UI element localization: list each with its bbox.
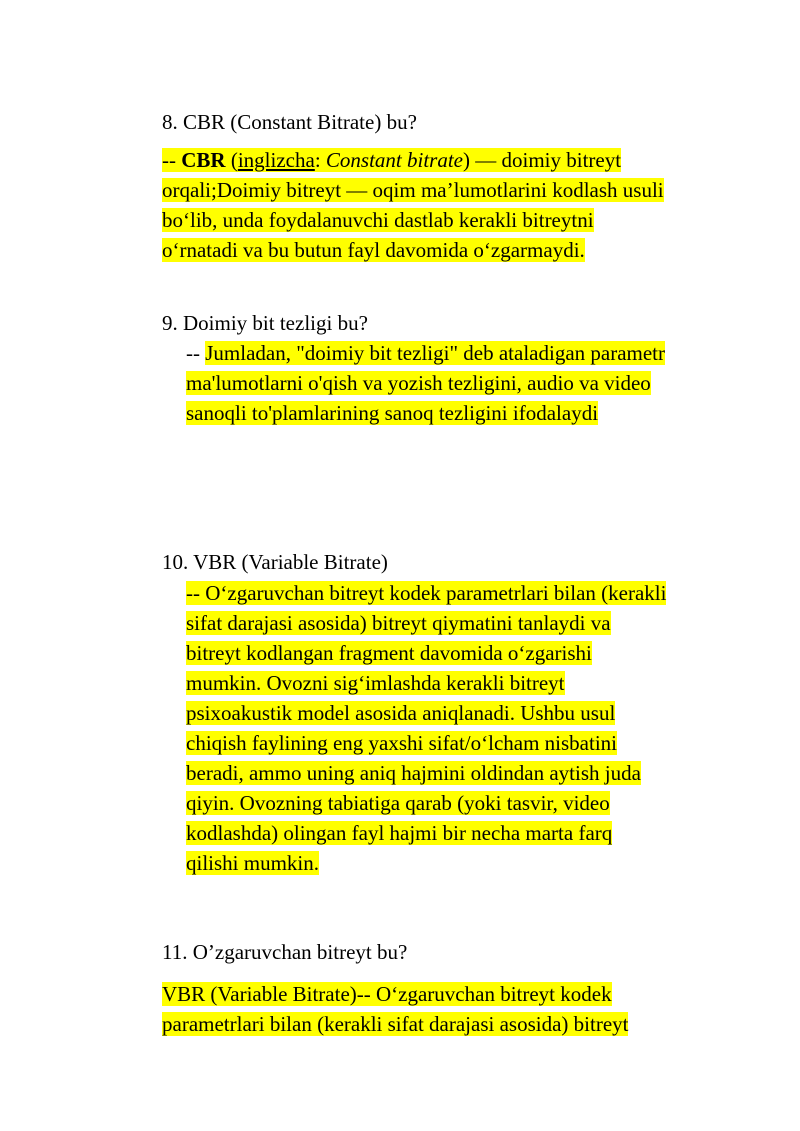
q8-paren-open: ( [225,148,238,172]
q8-answer-rest: ) — doimiy bitreyt [463,148,622,172]
q9-answer-line-3 [186,398,598,428]
q8-answer-line-3 [162,205,594,235]
q11-answer-line-2 [162,1009,628,1039]
q11-answer-text: VBR (Variable Bitrate)-- O‘zgaruvchan bitreyt kodek [162,982,612,1006]
q9-answer-text: Jumladan, "doimiy bit tezligi" deb ataladigan parametr [205,341,666,365]
q8-colon: : [314,148,326,172]
q11-answer-text: parametrlari bilan (kerakli sifat darajasi asosida) bitreyt [162,1012,629,1036]
q8-title: 8. CBR (Constant Bitrate) bu? [162,110,417,134]
q8-answer-line-1 [162,145,621,175]
q11-title: 11. O’zgaruvchan bitreyt bu? [162,940,408,964]
q10-answer-line-8 [186,788,610,818]
q10-answer-text: qilishi mumkin. [186,851,320,875]
q10-answer-text: bitreyt kodlangan fragment davomida o‘zgarishi [186,641,592,665]
q10-answer-line-10 [186,848,319,878]
q11-answer-line-1 [162,979,612,1009]
q10-answer-line-5 [186,698,615,728]
q10-answer-line-9 [186,818,612,848]
q8-answer-line-4 [162,235,585,265]
q10-answer-text: mumkin. Ovozni sig‘imlashda kerakli bitreyt [186,671,565,695]
q10-answer-line-1 [186,578,666,608]
q10-answer-text: psixoakustik model asosida aniqlanadi. Ushbu usul [186,701,616,725]
q10-answer-text: kodlashda) olingan fayl hajmi bir necha marta farq [186,821,613,845]
q10-answer-text: chiqish faylining eng yaxshi sifat/o‘lcham nisbatini [186,731,618,755]
q9-answer-line-2 [186,368,651,398]
q8-answer-text: orqali;Doimiy bitreyt — oqim ma’lumotlarini kodlash usuli [162,178,664,202]
q9-answer-text: ma'lumotlarni o'qish va yozish tezligini, audio va video [186,371,651,395]
q10-answer-text: qiyin. Ovozning tabiatiga qarab (yoki tasvir, video [186,791,610,815]
q9-title: 9. Doimiy bit tezligi bu? [162,311,368,335]
q10-answer-text: -- O‘zgaruvchan bitreyt kodek parametrlari bilan (kerakli [186,581,667,605]
q10-answer-line-2 [186,608,611,638]
q10-answer-line-3 [186,638,592,668]
q10-answer-text: sifat darajasi asosida) bitreyt qiymatini tanlaydi va [186,611,611,635]
q8-answer-text: o‘rnatadi va bu butun fayl davomida o‘zgarmaydi. [162,238,585,262]
q9-answer-line-1 [186,338,665,368]
q10-title: 10. VBR (Variable Bitrate) [162,550,388,574]
q9-answer-prefix: -- [186,341,206,365]
q8-answer-prefix: -- [162,148,182,172]
q8-answer-line-2 [162,175,664,205]
q8-link-inglizcha[interactable]: inglizcha [237,148,315,172]
q10-answer-line-4 [186,668,565,698]
q10-answer-text: beradi, ammo uning aniq hajmini oldindan aytish juda [186,761,641,785]
q8-answer-text: bo‘lib, unda foydalanuvchi dastlab kerakli bitreytni [162,208,594,232]
q10-answer-line-6 [186,728,617,758]
q8-term: CBR [181,148,226,172]
q9-answer-text: sanoqli to'plamlarining sanoq tezligini ifodalaydi [186,401,599,425]
q8-italic-term: Constant bitrate [325,148,464,172]
q10-answer-line-7 [186,758,641,788]
